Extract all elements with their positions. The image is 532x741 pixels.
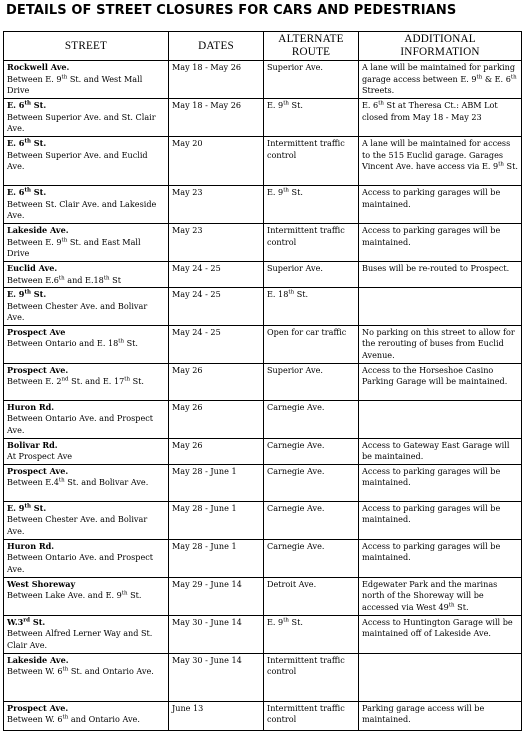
street-extent: Between Superior Ave. and St. Clair Ave. (7, 111, 156, 133)
street-name: Huron Rd. (7, 540, 55, 551)
street-extent: Between Alfred Lerner Way and St. Clair Ave. (7, 628, 153, 650)
dates-cell: May 26 (169, 438, 264, 464)
street-name: Prospect Ave (7, 326, 66, 337)
alternate-route-cell: Superior Ave. (264, 262, 359, 288)
dates-cell: May 23 (169, 186, 264, 224)
street-cell (4, 653, 169, 701)
street-name: Euclid Ave. (7, 263, 58, 273)
dates-cell: May 28 - June 1 (169, 539, 264, 577)
table-row (4, 501, 522, 539)
street-extent: Between E.6th and E.18th St (7, 274, 121, 285)
table-row (4, 464, 522, 501)
street-cell (4, 61, 169, 99)
table-row (4, 701, 522, 730)
street-extent: Between Ontario and E. 18th St. (7, 338, 138, 348)
header-dates: DATES (169, 32, 264, 61)
dates-cell: May 26 (169, 363, 264, 400)
table-body (4, 61, 522, 731)
street-extent: Between Ontario Ave. and Prospect Ave. (7, 552, 154, 574)
table-row (4, 262, 522, 288)
additional-info-cell (359, 653, 522, 701)
street-name: E. 6th St. (7, 187, 47, 197)
additional-info-cell (359, 400, 522, 438)
street-cell (4, 577, 169, 615)
additional-info-cell: A lane will be maintained for access to the 515 Euclid garage. Garages Vincent Ave. have access via E. 9th St. (359, 137, 522, 186)
table-row (4, 325, 522, 363)
street-extent: Between Lake Ave. and E. 9th St. (7, 590, 142, 600)
street-cell (4, 701, 169, 730)
alternate-route-cell: Superior Ave. (264, 363, 359, 400)
dates-cell: May 24 - 25 (169, 325, 264, 363)
street-name: Prospect Ave. (7, 465, 69, 476)
street-name: Prospect Ave. (7, 702, 69, 713)
page-title: DETAILS OF STREET CLOSURES FOR CARS AND PEDESTRIANS (6, 3, 457, 18)
street-extent: Between Chester Ave. and Bolivar Ave. (7, 514, 148, 536)
dates-cell: May 24 - 25 (169, 262, 264, 288)
table-row (4, 288, 522, 326)
additional-info-cell: Access to parking garages will be maintained. (359, 224, 522, 262)
additional-info-cell: No parking on this street to allow for the rerouting of buses from Euclid Avenue. (359, 325, 522, 363)
alternate-route-cell: Detroit Ave. (264, 577, 359, 615)
additional-info-cell: Access to the Horseshoe Casino Parking Garage will be maintained. (359, 363, 522, 400)
street-cell (4, 501, 169, 539)
dates-cell: May 28 - June 1 (169, 501, 264, 539)
additional-info-cell: Buses will be re-routed to Prospect. (359, 262, 522, 288)
alternate-route-cell: Superior Ave. (264, 61, 359, 99)
additional-info-cell (359, 288, 522, 326)
alternate-route-cell: E. 9th St. (264, 186, 359, 224)
table-row (4, 224, 522, 262)
closures-table (3, 31, 522, 731)
street-cell (4, 363, 169, 400)
table-row (4, 400, 522, 438)
alternate-route-cell: E. 9th St. (264, 99, 359, 137)
header-alternate-route: ALTERNATE ROUTE (264, 32, 359, 61)
additional-info-cell: Access to Gateway East Garage will be maintained. (359, 438, 522, 464)
street-name: E. 9th St. (7, 502, 47, 513)
dates-cell: May 30 - June 14 (169, 653, 264, 701)
street-extent: Between E. 2nd St. and E. 17th St. (7, 376, 144, 386)
street-extent: Between Ontario Ave. and Prospect Ave. (7, 413, 154, 435)
table-row (4, 539, 522, 577)
alternate-route-cell: E. 18th St. (264, 288, 359, 326)
street-extent: Between Superior Ave. and Euclid Ave. (7, 149, 148, 171)
alternate-route-cell: Carnegie Ave. (264, 539, 359, 577)
table-row (4, 653, 522, 701)
additional-info-cell: Access to parking garages will be maintained. (359, 186, 522, 224)
table-row (4, 363, 522, 400)
dates-cell: May 20 (169, 137, 264, 186)
alternate-route-cell: Carnegie Ave. (264, 438, 359, 464)
dates-cell: May 18 - May 26 (169, 61, 264, 99)
street-cell (4, 539, 169, 577)
street-cell (4, 137, 169, 186)
alternate-route-cell: Open for car traffic (264, 325, 359, 363)
alternate-route-cell: Intermittent traffic control (264, 653, 359, 701)
alternate-route-cell: Intermittent traffic control (264, 701, 359, 730)
alternate-route-cell: Intermittent traffic control (264, 137, 359, 186)
street-cell (4, 288, 169, 326)
street-name: E. 9th St. (7, 289, 47, 299)
street-cell (4, 99, 169, 137)
street-cell (4, 615, 169, 653)
table-row (4, 137, 522, 186)
street-name: Prospect Ave. (7, 364, 69, 375)
dates-cell: May 24 - 25 (169, 288, 264, 326)
table-row (4, 615, 522, 653)
street-name: West Shoreway (7, 578, 76, 589)
street-cell (4, 224, 169, 262)
header-row (4, 32, 522, 61)
street-cell (4, 186, 169, 224)
table-row (4, 99, 522, 137)
street-cell (4, 262, 169, 288)
additional-info-cell: Access to Huntington Garage will be maintained off of Lakeside Ave. (359, 615, 522, 653)
street-cell (4, 438, 169, 464)
alternate-route-cell: Carnegie Ave. (264, 464, 359, 501)
table-row (4, 186, 522, 224)
dates-cell: May 29 - June 14 (169, 577, 264, 615)
street-extent: Between E. 9th St. and East Mall Drive (7, 236, 141, 258)
header-street: STREET (4, 32, 169, 61)
additional-info-cell: Access to parking garages will be maintained. (359, 501, 522, 539)
street-name: Huron Rd. (7, 401, 55, 412)
street-name: Lakeside Ave. (7, 654, 69, 665)
dates-cell: May 23 (169, 224, 264, 262)
alternate-route-cell: E. 9th St. (264, 615, 359, 653)
street-extent: Between W. 6th and Ontario Ave. (7, 714, 140, 724)
street-name: Rockwell Ave. (7, 62, 70, 72)
additional-info-cell: Edgewater Park and the marinas north of the Shoreway will be accessed via West 49th St. (359, 577, 522, 615)
street-name: E. 6th St. (7, 100, 47, 110)
header-additional-information: ADDITIONAL INFORMATION (359, 32, 522, 61)
table-row (4, 61, 522, 99)
street-cell (4, 464, 169, 501)
street-extent: Between Chester Ave. and Bolivar Ave. (7, 300, 148, 322)
dates-cell: May 26 (169, 400, 264, 438)
additional-info-cell: E. 6th St at Theresa Ct.: ABM Lot closed from May 18 - May 23 (359, 99, 522, 137)
street-cell (4, 400, 169, 438)
street-extent: Between E. 9th St. and West Mall Drive (7, 73, 143, 95)
alternate-route-cell: Carnegie Ave. (264, 501, 359, 539)
street-cell (4, 325, 169, 363)
dates-cell: May 18 - May 26 (169, 99, 264, 137)
dates-cell: June 13 (169, 701, 264, 730)
street-name: Bolivar Rd. (7, 439, 58, 450)
additional-info-cell: Access to parking garages will be maintained. (359, 539, 522, 577)
table-row (4, 577, 522, 615)
alternate-route-cell: Intermittent traffic control (264, 224, 359, 262)
street-name: W.3rd St. (7, 616, 46, 627)
street-name: Lakeside Ave. (7, 225, 69, 235)
street-extent: Between E.4th St. and Bolivar Ave. (7, 477, 149, 487)
street-extent: At Prospect Ave (7, 451, 73, 461)
additional-info-cell: A lane will be maintained for parking garage access between E. 9th & E. 6th Streets. (359, 61, 522, 99)
table-row (4, 438, 522, 464)
dates-cell: May 28 - June 1 (169, 464, 264, 501)
dates-cell: May 30 - June 14 (169, 615, 264, 653)
additional-info-cell: Access to parking garages will be maintained. (359, 464, 522, 501)
street-extent: Between W. 6th St. and Ontario Ave. (7, 666, 154, 676)
alternate-route-cell: Carnegie Ave. (264, 400, 359, 438)
additional-info-cell: Parking garage access will be maintained. (359, 701, 522, 730)
street-name: E. 6th St. (7, 138, 47, 148)
street-extent: Between St. Clair Ave. and Lakeside Ave. (7, 198, 157, 220)
